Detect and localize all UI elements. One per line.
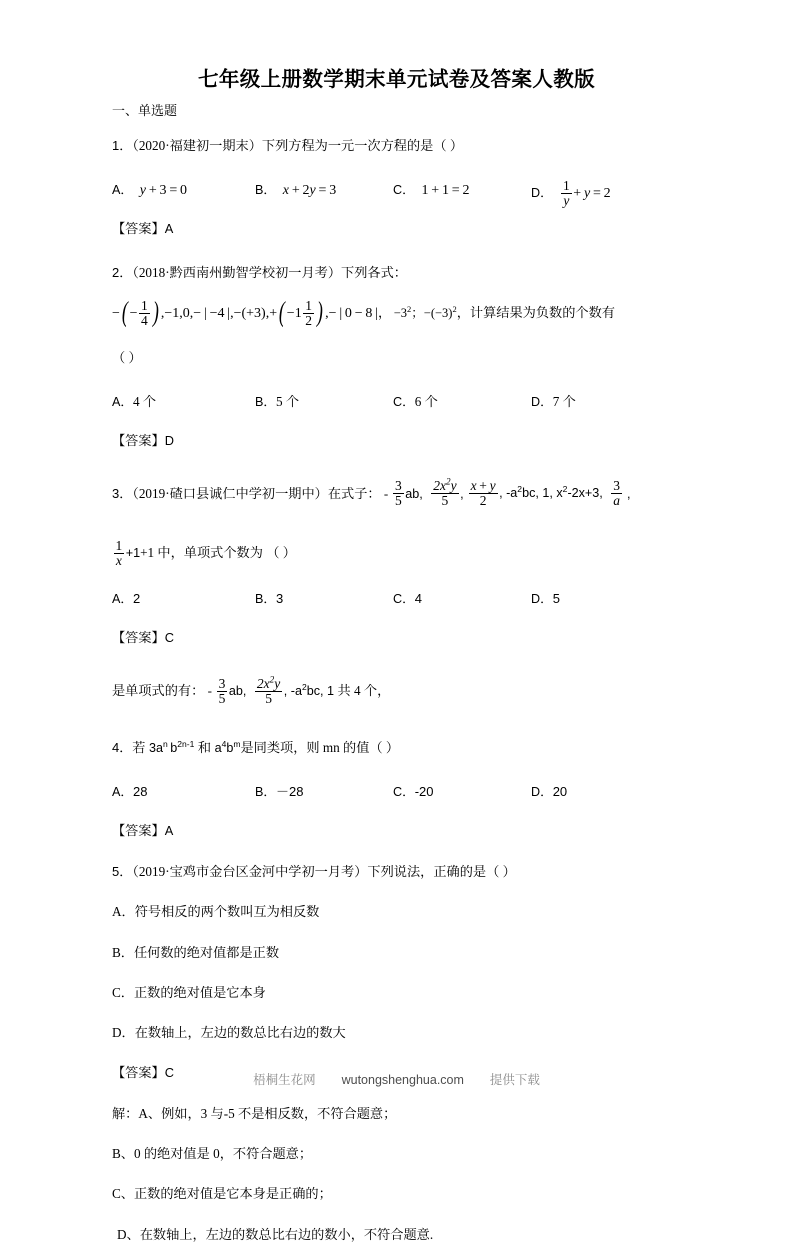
question-4-options xyxy=(112,781,688,799)
question-2-stem: 2．（2018·黔西南州勤智学校初一月考）下列各式： xyxy=(112,265,407,280)
question-5-number: 5 xyxy=(112,864,120,880)
page-title: 七年级上册数学期末单元试卷及答案人教版 xyxy=(197,69,596,91)
question-2-option-a[interactable]: A．4 个 xyxy=(112,393,157,409)
question-3-solution: 是单项式的有： - $\frac{3}{5}$ ab, $\frac{2x^2y}{5}$ , $-a^2bc$, 1 共 4 个， xyxy=(112,674,391,707)
section-heading: 一、单选题 xyxy=(112,103,178,118)
question-1-number: 1 xyxy=(112,138,120,153)
footer-site-url: wutongshenghua.com xyxy=(341,1073,464,1087)
question-1-option-a[interactable]: A． y + 3 = 0 xyxy=(112,183,188,199)
question-1-option-c[interactable]: C． 1 + 1 = 2 xyxy=(393,183,470,199)
option-a-math: y + 3 = 0 xyxy=(136,183,188,199)
question-2-continuation: （ ） xyxy=(112,349,142,365)
question-5-text: （2019·宝鸡市金台区金河中学初一月考）下列说法，正确的是（ ） xyxy=(132,864,516,880)
question-1-text: （2020·福建初一期末）下列方程为一元一次方程的是（ ） xyxy=(132,138,464,153)
question-1-options xyxy=(112,177,688,208)
question-3-stem: 3．（2019·碴口县诚仁中学初一期中）在式子： - $\frac{3}{5}$ ab, $\frac{2x^2y}{5}$ , $\frac{x + y}{2}$ , $-a^2bc$, 1, $x^2-2x+3$, $\frac{3}{a}$ , xyxy=(112,476,631,509)
question-4-stem: 4．若 $3a^n$ $b^{2n-1}$ 和 $a^4b^m$是同类项，则 mn 的值（ ） xyxy=(112,738,400,755)
question-3-number: 3 xyxy=(112,485,120,501)
question-5-option-c[interactable]: C．正数的绝对值是它本身 xyxy=(112,984,266,1000)
option-c-math: 1 + 1 = 2 xyxy=(418,183,470,199)
question-5-solution-line-3: C、正数的绝对值是它本身是正确的； xyxy=(112,1186,332,1202)
option-d-math: $\frac{1}{y}$ + y = 2 xyxy=(563,177,611,208)
option-b-math: x + 2y = 3 xyxy=(279,183,337,199)
question-3-option-a[interactable]: A．2 xyxy=(112,591,141,607)
question-4-option-a[interactable]: A．28 xyxy=(112,784,148,800)
question-5-option-d[interactable]: D．在数轴上，左边的数总比右边的数大 xyxy=(112,1024,346,1040)
question-3-solution-prefix: 是单项式的有： xyxy=(112,683,205,699)
question-5-option-a[interactable]: A．符号相反的两个数叫互为相反数 xyxy=(112,904,320,920)
question-2-options xyxy=(112,391,688,409)
question-2-option-b[interactable]: B．5 个 xyxy=(255,393,300,409)
question-1-option-b[interactable]: B． x + 2y = 3 xyxy=(255,183,337,199)
question-3-answer: 【答案】C xyxy=(112,630,174,646)
question-3-stem-tail: +1 中，单项式个数为 （ ） xyxy=(140,544,296,560)
question-1-option-d[interactable]: D． $\frac{1}{y}$ + y = 2 xyxy=(531,177,611,208)
question-4-option-d[interactable]: D．20 xyxy=(531,784,568,800)
question-2-option-d[interactable]: D．7 个 xyxy=(531,393,576,409)
question-3-option-d[interactable]: D．5 xyxy=(531,591,560,607)
question-4-option-b[interactable]: B．－28 xyxy=(255,784,304,800)
question-5-solution-line-2: B、0 的绝对值是 0，不符合题意； xyxy=(112,1146,313,1162)
question-5-solution-line-4: D、在数轴上，左边的数总比右边的数小，不符合题意. xyxy=(117,1226,434,1242)
question-2-answer: 【答案】D xyxy=(112,432,174,448)
question-1-answer: 【答案】A xyxy=(112,221,174,237)
question-2-option-c[interactable]: C．6 个 xyxy=(393,393,438,409)
question-4-number: 4 xyxy=(112,739,120,755)
question-5-stem: 5．（2019·宝鸡市金台区金河中学初一月考）下列说法，正确的是（ ） xyxy=(112,864,516,880)
question-2-text: （2018·黔西南州勤智学校初一月考）下列各式： xyxy=(132,265,407,280)
question-4-option-c[interactable]: C．-20 xyxy=(393,784,434,800)
question-2-expression-tail: 计算结果为负数的个数有 xyxy=(469,305,615,321)
question-5-option-b[interactable]: B．任何数的绝对值都是正数 xyxy=(112,944,280,960)
question-3-option-b[interactable]: B．3 xyxy=(255,591,284,607)
page-footer xyxy=(0,1070,793,1088)
footer-site-name: 梧桐生花网 xyxy=(253,1073,316,1087)
question-2-number: 2 xyxy=(112,265,120,280)
question-5-solution-line-1: 解：A、例如，3 与-5 不是相反数，不符合题意； xyxy=(112,1105,397,1121)
question-5-answer: 【答案】C xyxy=(112,1065,174,1081)
question-4-answer: 【答案】A xyxy=(112,823,174,839)
question-1-stem: 1．（2020·福建初一期末）下列方程为一元一次方程的是（ ） xyxy=(112,138,464,153)
question-3-text: （2019·碴口县诚仁中学初一期中）在式子： xyxy=(132,485,381,501)
question-3-options xyxy=(112,588,688,606)
footer-provide-label: 提供下载 xyxy=(489,1073,540,1087)
question-3-stem-line2: $\frac{1}{x}$ +1+1 中，单项式个数为 （ ） xyxy=(115,537,296,568)
question-3-option-c[interactable]: C．4 xyxy=(393,591,422,607)
question-3-solution-suffix: 共 4 个， xyxy=(337,683,391,699)
question-2-expression: −( − $\frac{1}{4}$ ) ,−1,0,− | −4 |,−(+3),+( −1 $\frac{1}{2}$ ) ,− | 0 − 8 |， $-3^2$；$-(-3)^2$，计算结果为负数的个数有 xyxy=(112,295,615,328)
